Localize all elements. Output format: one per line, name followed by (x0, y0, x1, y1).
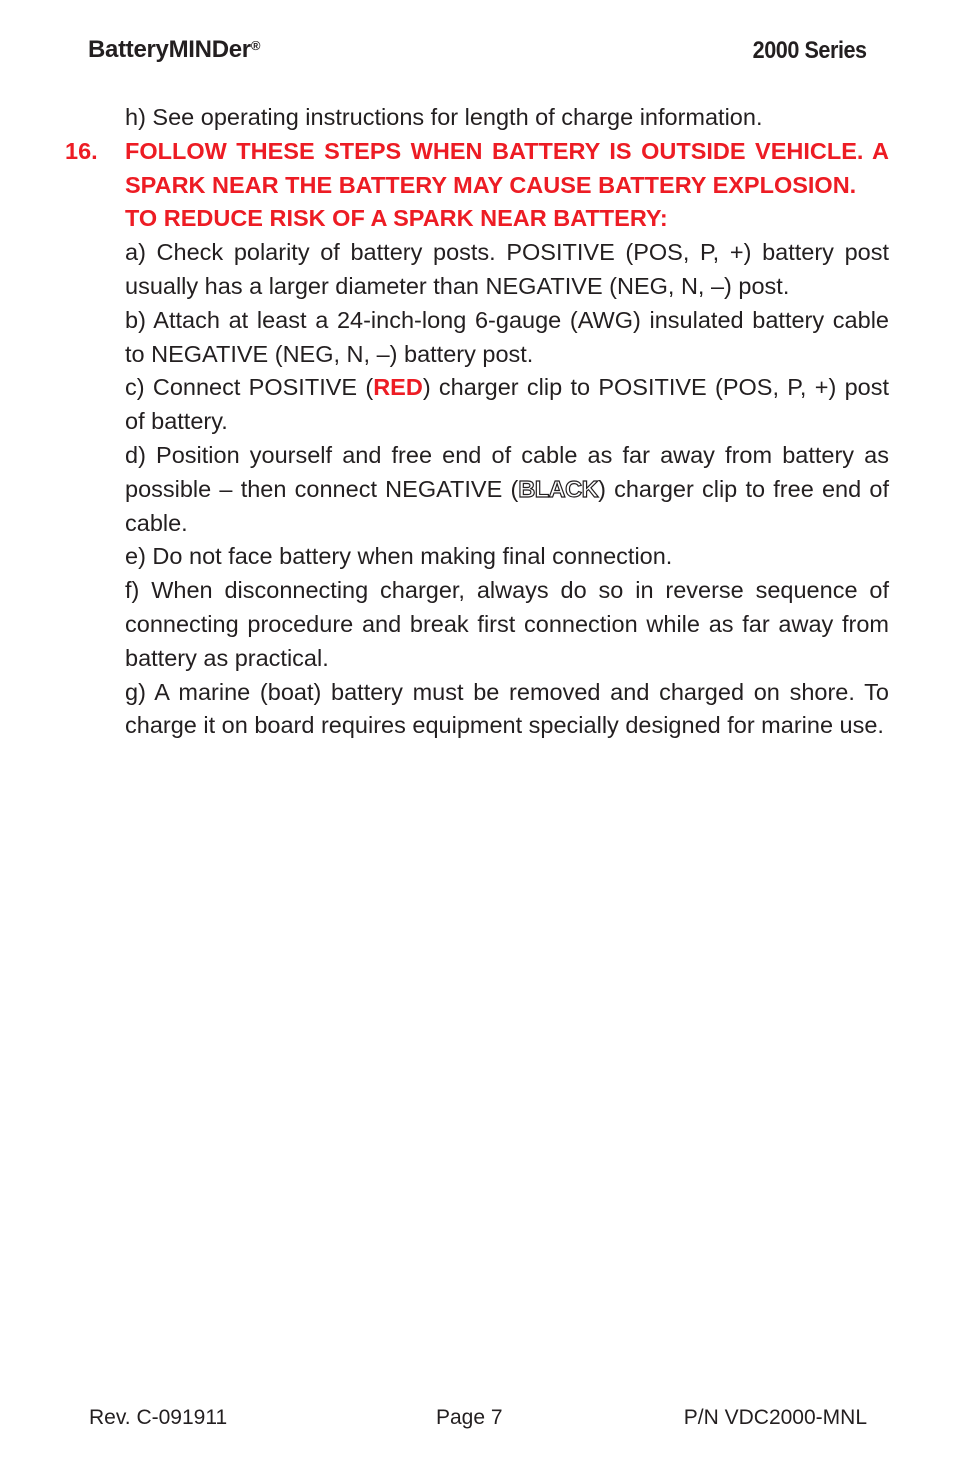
warning-text: FOLLOW THESE STEPS WHEN BATTERY IS OUTSIDE VEHICLE. A SPARK NEAR THE BATTERY MAY CAUSE BATTERY EXPLOSION. (125, 137, 889, 198)
step-d-text-2: ) charger clip to free end of cable. (125, 475, 889, 536)
step-e: e) Do not face battery when making final connection. (125, 543, 673, 570)
step-f: f) When disconnecting charger, always do so in reverse sequence of connecting procedure and break first connection while as far away from battery as practical. (125, 577, 889, 671)
step-b: b) Attach at least a 24-inch-long 6-gauge (AWG) insulated battery cable to NEGATIVE (NEG, N, –) battery post. (125, 306, 889, 367)
step-a: a) Check polarity of battery posts. POSITIVE (POS, P, +) battery post usually has a larger diameter than NEGATIVE (NEG, N, –) post. (125, 239, 889, 299)
step-d (125, 439, 889, 540)
step-number: 16. (65, 137, 98, 164)
brand-title (88, 36, 260, 64)
series-title: 2000 Series (753, 37, 867, 64)
red-clip-label: RED (373, 374, 423, 401)
risk-subheading: TO REDUCE RISK OF A SPARK NEAR BATTERY: (125, 205, 668, 232)
step-c-text-2: ) charger clip to POSITIVE (POS, P, +) post of battery. (125, 374, 889, 435)
brand-name: BatteryMINDer (88, 36, 251, 63)
black-clip-label: BLACK (518, 475, 599, 502)
instructions-body (65, 101, 889, 743)
step-16-warning (65, 135, 889, 203)
step-d-text-1: d) Position yourself and free end of cable as far away from battery as possible – then connect NEGATIVE ( (125, 441, 889, 502)
step-c (125, 371, 889, 439)
part-number: P/N VDC2000-MNL (683, 1406, 867, 1429)
step-g: g) A marine (boat) battery must be removed and charged on shore. To charge it on board requires equipment specially designed for marine use. (125, 678, 889, 739)
registered-mark: ® (250, 38, 261, 53)
step-c-text-1: c) Connect POSITIVE ( (125, 374, 374, 401)
step-h: h) See operating instructions for length of charge information. (125, 104, 763, 130)
revision-label: Rev. C-091911 (89, 1406, 228, 1429)
page-number: Page 7 (436, 1406, 503, 1429)
